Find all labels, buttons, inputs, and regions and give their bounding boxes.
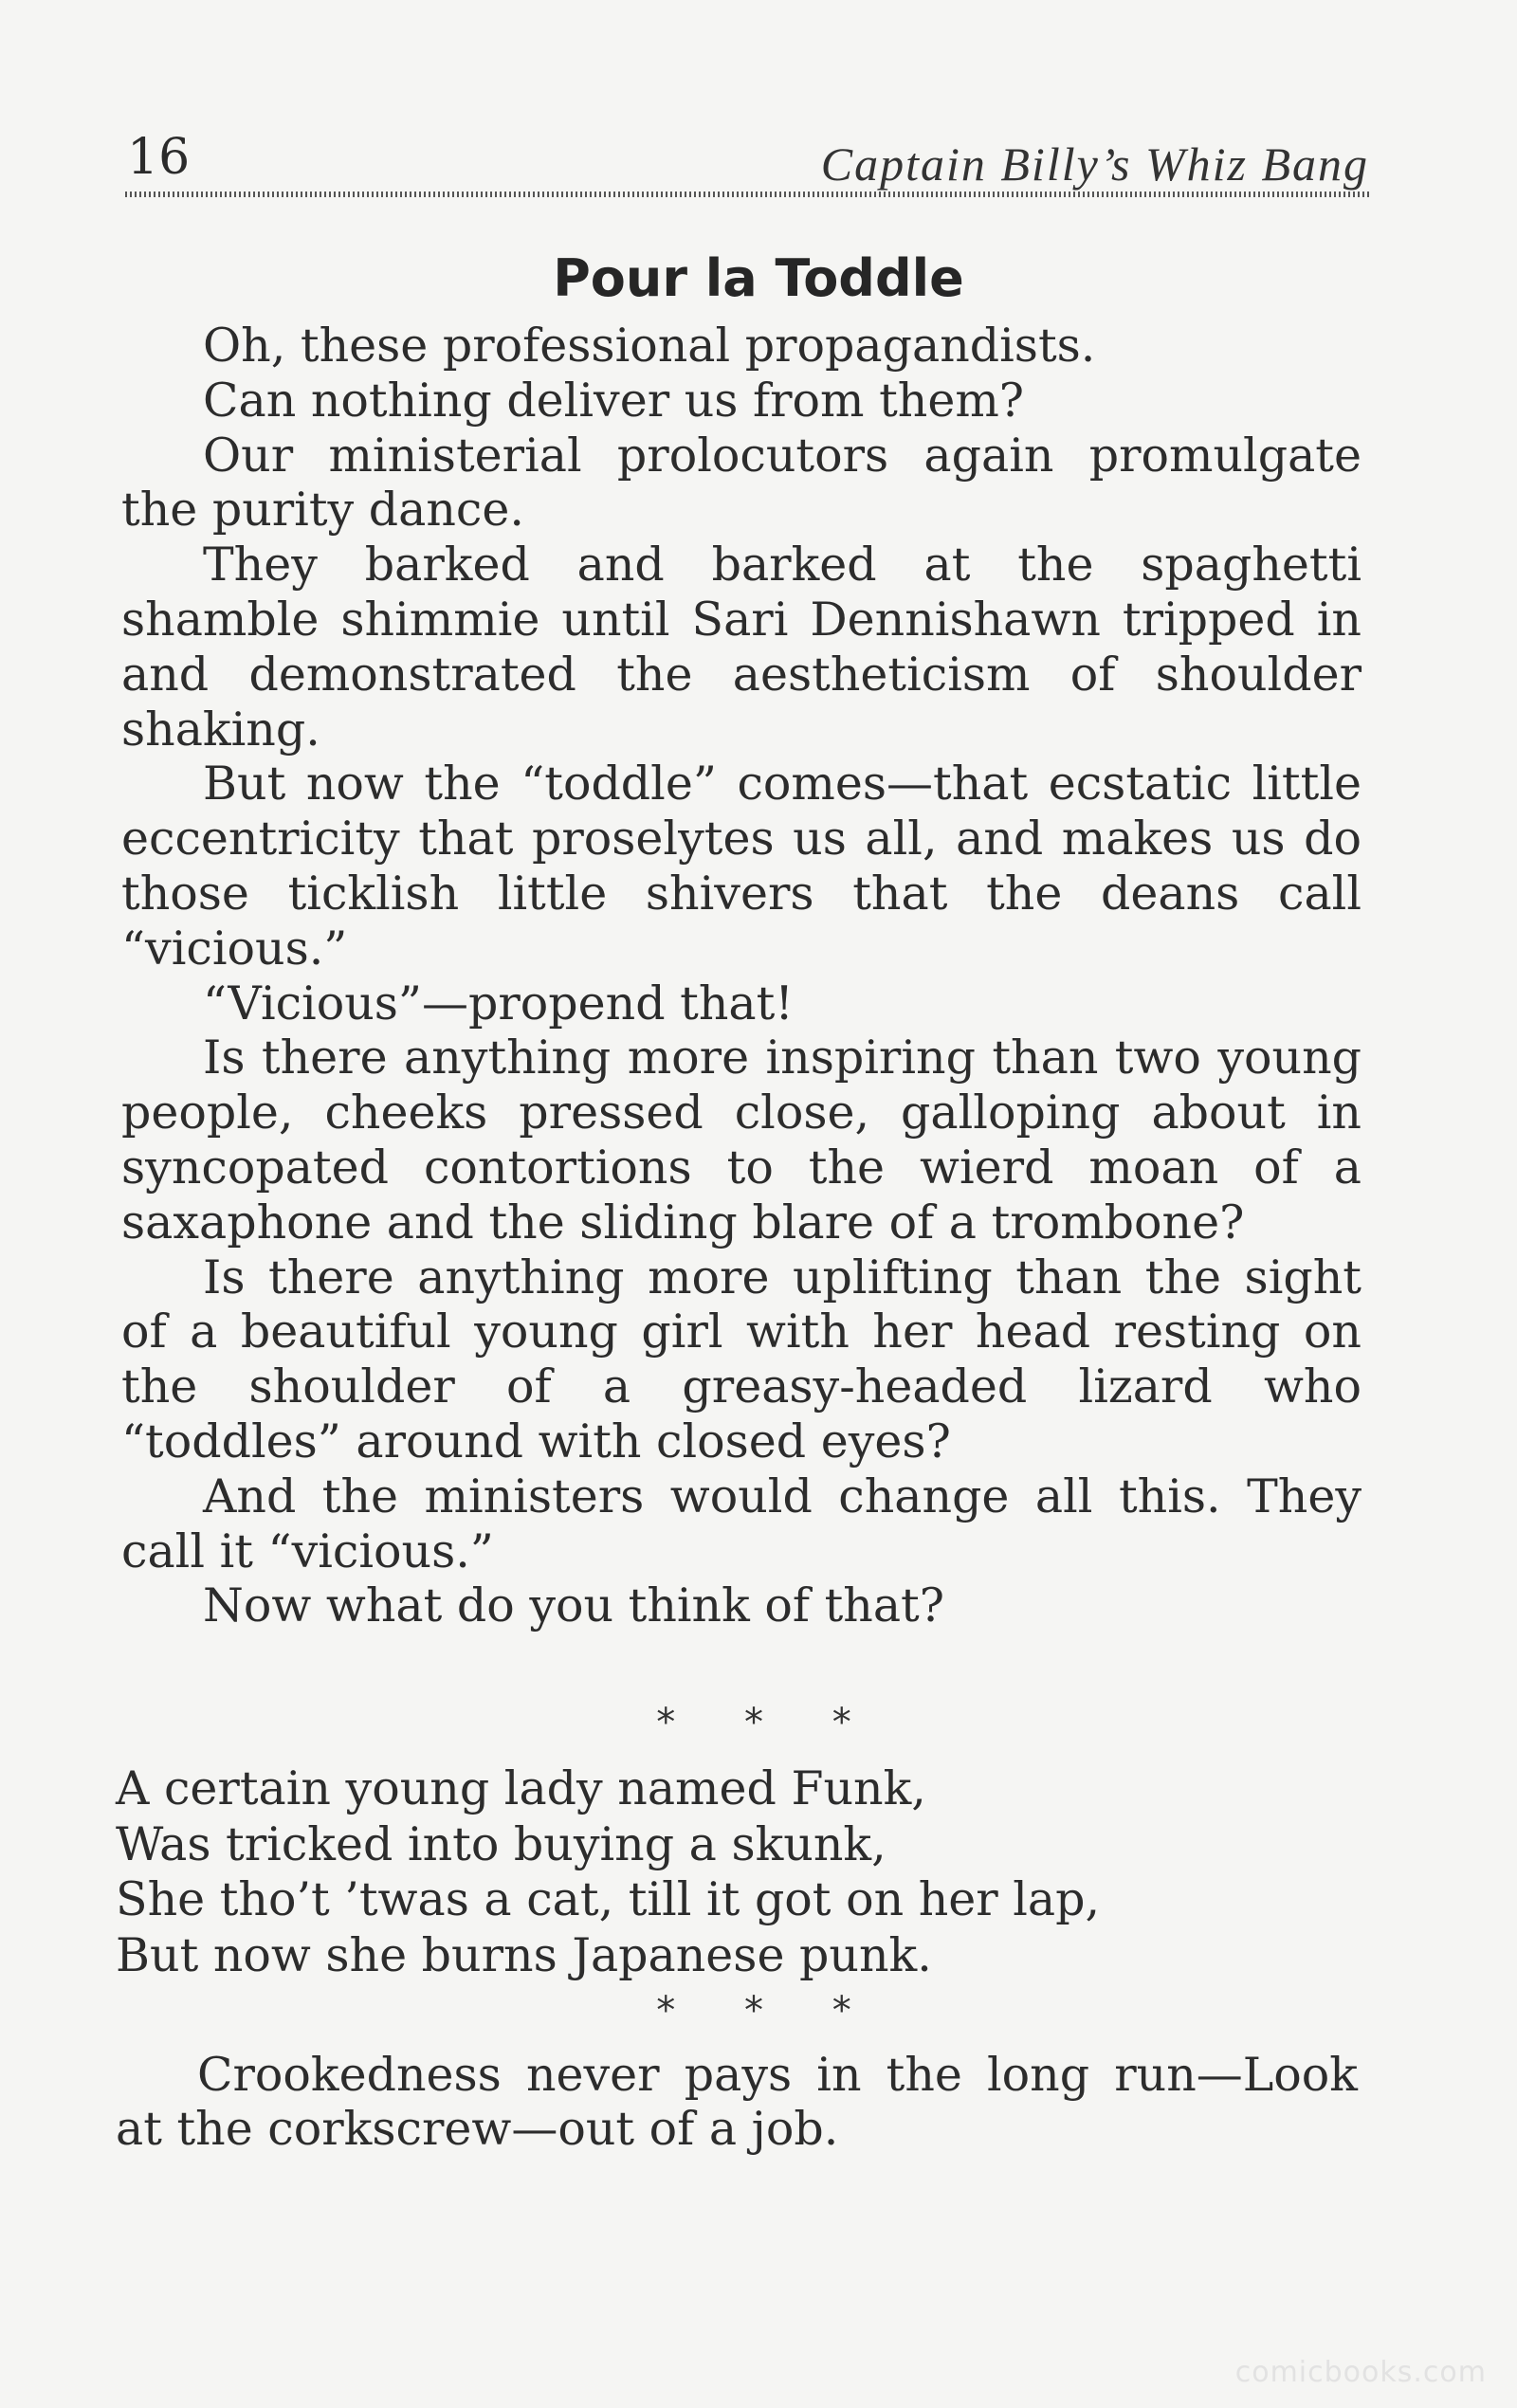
page-header (125, 121, 1369, 197)
separator-star: * (832, 1989, 861, 2033)
limerick-line: Was tricked into buying a skunk, (116, 1816, 886, 1871)
paragraph: Is there anything more uplifting than the sight of a beautiful young girl with her head resting on the shoulder of a greasy-headed lizard who “toddles” around with closed eyes? (121, 1250, 1362, 1469)
separator-star: * (832, 1701, 861, 1744)
limerick (116, 1761, 1348, 1983)
separator-star: * (744, 1701, 773, 1744)
article-body (121, 319, 1362, 1633)
paragraph: But now the “toddle” comes—that ecstatic little eccentricity that proselytes us all, and makes us do those ticklish little shivers that the deans call “vicious.” (121, 757, 1362, 976)
section-separator (0, 1701, 1517, 1744)
paragraph: Our ministerial prolocutors again promulgate the purity dance. (121, 428, 1362, 538)
limerick-line: She tho’t ’twas a cat, till it got on her lap, (116, 1872, 1101, 1926)
limerick-line: A certain young lady named Funk, (116, 1761, 926, 1815)
paragraph: Can nothing deliver us from them? (203, 373, 1025, 428)
running-title: Captain Billy’s Whiz Bang (820, 137, 1369, 191)
paragraph: Oh, these professional propagandists. (203, 319, 1096, 373)
limerick-line: But now she burns Japanese punk. (116, 1927, 932, 1982)
paragraph: And the ministers would change all this. They call it “vicious.” (121, 1469, 1362, 1578)
header-rule (125, 192, 1369, 197)
paragraph: Is there anything more inspiring than two young people, cheeks pressed close, galloping about in syncopated contortions to the wierd moan of a saxaphone and the sliding blare of a trombone? (121, 1031, 1362, 1250)
paragraph: “Vicious”—propend that! (203, 976, 794, 1031)
watermark: comicbooks.com (1234, 2356, 1487, 2389)
joke-text: Crookedness never pays in the long run—Look at the corkscrew—out of a job. (116, 2048, 1358, 2156)
joke (116, 2048, 1358, 2156)
section-separator (0, 1989, 1517, 2033)
paragraph: Now what do you think of that? (203, 1578, 945, 1633)
page-number: 16 (127, 129, 191, 186)
separator-star: * (744, 1989, 773, 2033)
article-title: Pour la Toddle (553, 248, 964, 308)
separator-star: * (656, 1701, 685, 1744)
separator-star: * (656, 1989, 685, 2033)
paragraph: They barked and barked at the spaghetti shamble shimmie until Sari Dennishawn tripped in and demonstrated the aestheticism of shoulder shaking. (121, 538, 1362, 757)
